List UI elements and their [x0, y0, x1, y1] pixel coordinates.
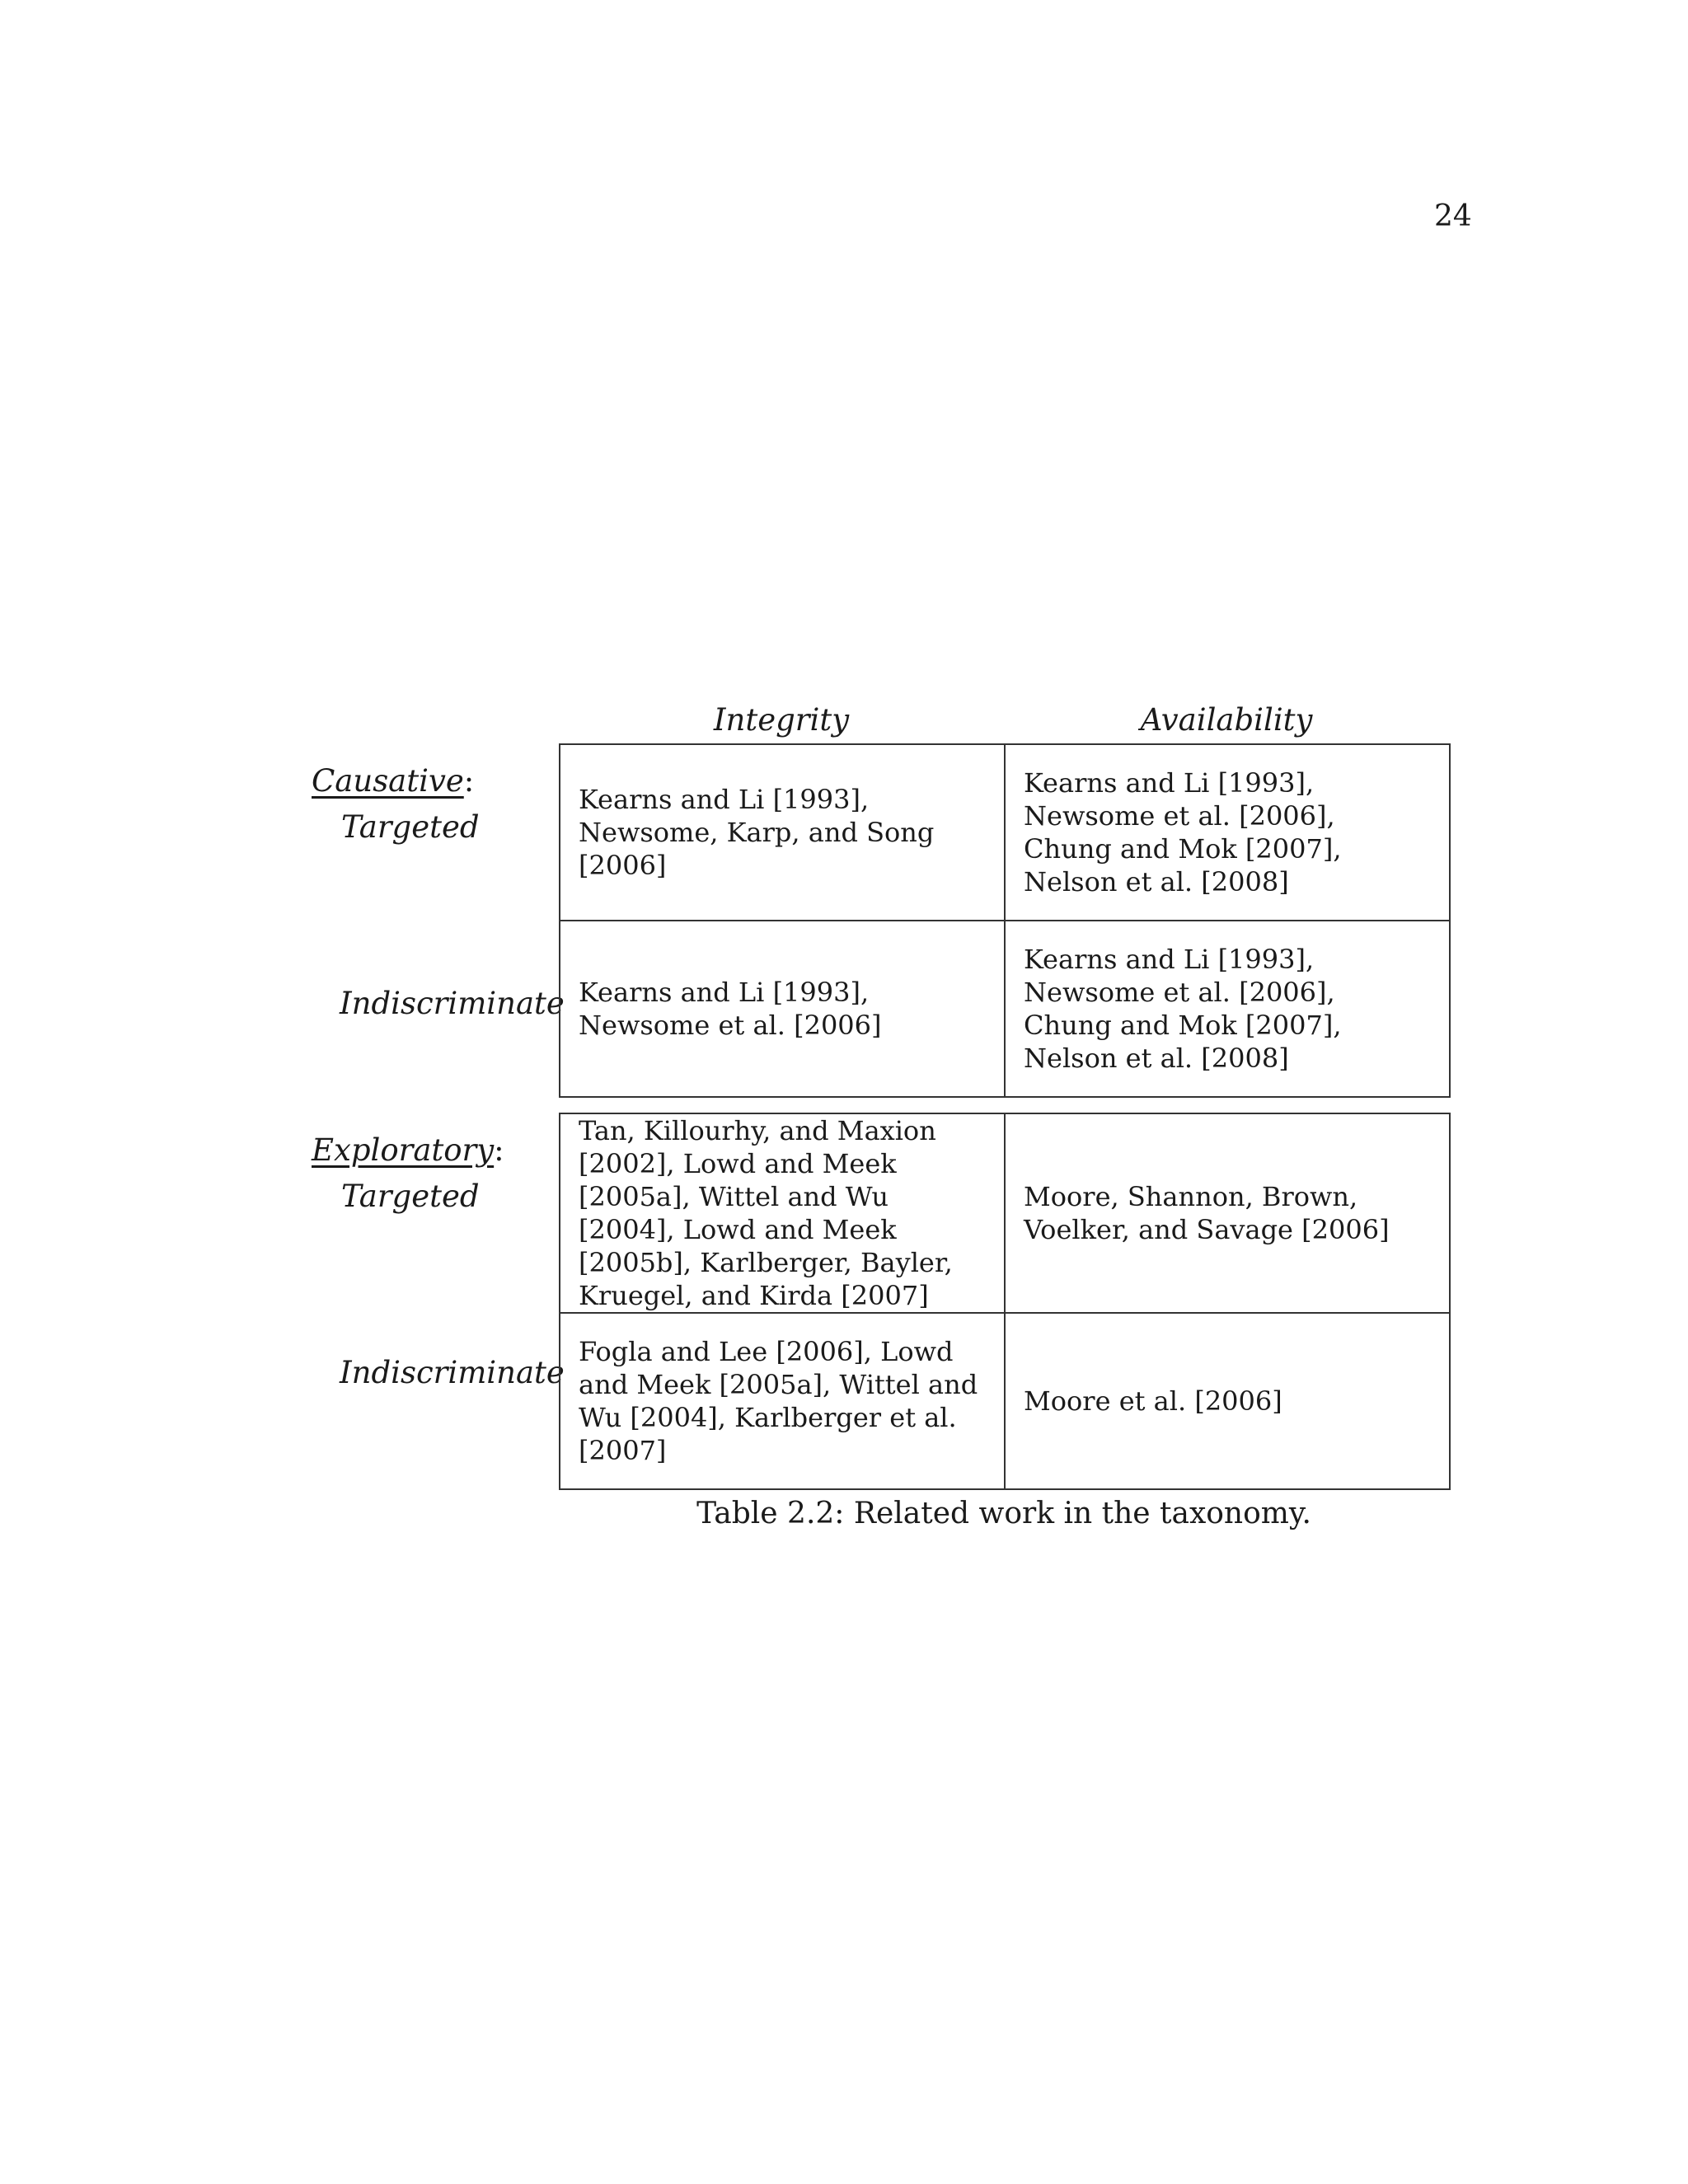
cell-exploratory-indiscriminate-integrity: Fogla and Lee [2006], Lowd and Meek [2005a], Wittel and Wu [2004], Karlberger et al. [2007] [560, 1313, 1005, 1489]
causative-table [559, 743, 1451, 1098]
cell-exploratory-targeted-integrity: Tan, Killourhy, and Maxion [2002], Lowd and Meek [2005a], Wittel and Wu [2004], Lowd and Meek [2005b], Karlberger, Bayler, Kruegel, and Kirda [2007] [560, 1113, 1005, 1313]
cell-causative-indiscriminate-integrity: Kearns and Li [1993], Newsome et al. [2006] [560, 921, 1005, 1097]
table-row [560, 1313, 1450, 1489]
row-label-causative-indiscriminate: Indiscriminate [340, 986, 565, 1021]
column-header-integrity: Integrity [713, 702, 850, 738]
column-header-availability: Availability [1140, 702, 1313, 738]
group-label-causative-text: Causative [312, 763, 464, 799]
cell-causative-indiscriminate-availability: Kearns and Li [1993], Newsome et al. [2006], Chung and Mok [2007], Nelson et al. [2008] [1005, 921, 1450, 1097]
row-label-exploratory-indiscriminate: Indiscriminate [340, 1355, 565, 1390]
group-label-exploratory-text: Exploratory [312, 1132, 495, 1168]
group-label-exploratory: Exploratory: [312, 1132, 504, 1168]
group-label-causative: Causative: [312, 763, 475, 799]
row-label-causative-targeted: Targeted [341, 809, 480, 845]
cell-causative-targeted-availability: Kearns and Li [1993], Newsome et al. [2006], Chung and Mok [2007], Nelson et al. [2008] [1005, 744, 1450, 921]
row-label-exploratory-targeted: Targeted [341, 1179, 480, 1214]
cell-exploratory-indiscriminate-availability: Moore et al. [2006] [1005, 1313, 1450, 1489]
table-row [560, 921, 1450, 1097]
cell-exploratory-targeted-availability: Moore, Shannon, Brown, Voelker, and Savage [2006] [1005, 1113, 1450, 1313]
exploratory-table [559, 1113, 1451, 1490]
table-row [560, 1113, 1450, 1313]
table-caption: Table 2.2: Related work in the taxonomy. [696, 1497, 1311, 1530]
cell-causative-targeted-integrity: Kearns and Li [1993], Newsome, Karp, and Song [2006] [560, 744, 1005, 921]
table-row [560, 744, 1450, 921]
page-number: 24 [1434, 199, 1472, 233]
